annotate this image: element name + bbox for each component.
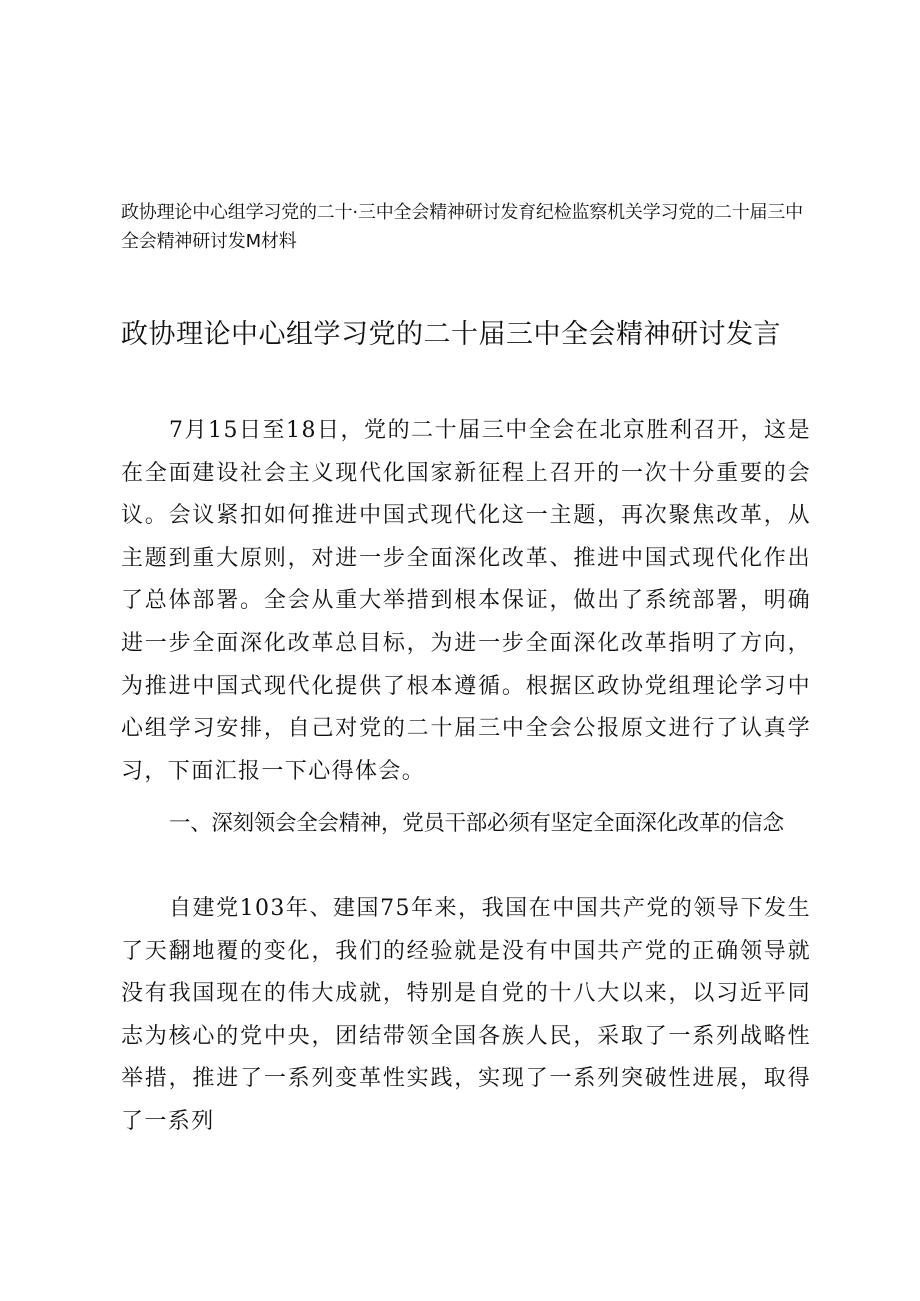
paragraph-section-1: 自建党103年、建国75年来，我国在中国共产党的领导下发生了天翻地覆的变化，我们的经验就是没有中国共产党的正确领导就没有我国现在的伟大成就，特别是自党的十八大以来，以习近平同志为核心的党中央，团结带领全国各族人民，采取了一系列战略性举措，推进了一系列变革性实践，实现了一系列突破性进展，取得了一系列 [121,896,811,1134]
document-title: 政协理论中心组学习党的二十届三中全会精神研讨发言 [121,319,781,350]
section-heading-1: 一、深刻领会全会精神，党员干部必须有坚定全面深化改革的信念 [169,811,784,836]
paragraph-intro: 7月15日至18日，党的二十届三中全会在北京胜利召开，这是在全面建设社会主义现代化国家新征程上召开的一次十分重要的会议。会议紧扣如何推进中国式现代化这一主题，再次聚焦改革，从主题到重大原则，对进一步全面深化改革、推进中国式现代化作出了总体部署。全会从重大举措到根本保证，做出了系统部署，明确进一步全面深化改革总目标，为进一步全面深化改革指明了方向，为推进中国式现代化提供了根本遵循。根据区政协党组理论学习中心组学习安排，自己对党的二十届三中全会公报原文进行了认真学习，下面汇报一下心得体会。 [121,418,811,784]
document-header: 政协理论中心组学习党的二十·三中全会精神研讨发育纪检监察机关学习党的二十届三中全会精神研讨发M材料 [121,202,803,252]
